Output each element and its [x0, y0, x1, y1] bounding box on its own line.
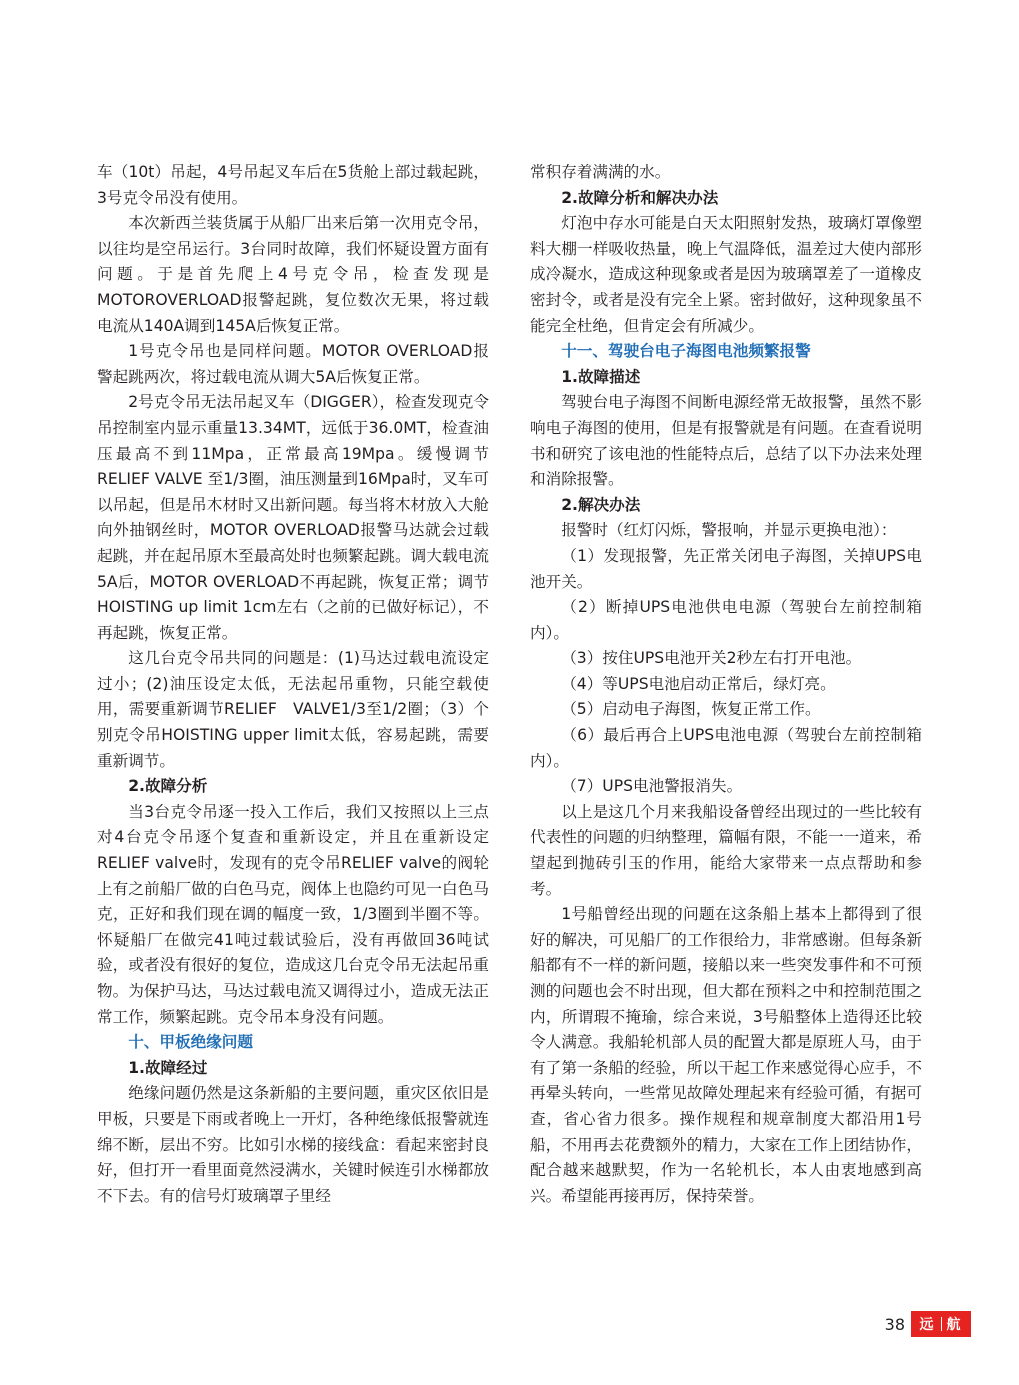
- paragraph: 1号克令吊也是同样问题。MOTOR OVERLOAD报警起跳两次，将过载电流从调大5A后恢复正常。: [97, 342, 489, 386]
- logo-char: 远: [919, 1317, 936, 1333]
- subheading-fault-description: 1.故障描述: [561, 367, 641, 386]
- subheading-solution: 2.解决办法: [561, 495, 641, 514]
- paragraph: 灯泡中存水可能是白天太阳照射发热，玻璃灯罩像塑料大棚一样吸收热量，晚上气温降低，温差过大使内部形成冷凝水，造成这种现象或者是因为玻璃罩差了一道橡皮密封令，或者是没有完全上紧。密封做好，这种现象虽不能完全杜绝，但肯定会有所减少。: [530, 214, 922, 335]
- paragraph: 2号克令吊无法吊起叉车（DIGGER），检查发现克令吊控制室内显示重量13.34MT，远低于36.0MT，检查油压最高不到11Mpa，正常最高19Mpa。缓慢调节RELIEF VALVE 至1/3圈，油压测量到16Mpa时，叉车可以吊起，但是吊木材时又出新问题。每当将木材放入大舱向外抽钢丝时，MOTOR OVERLOAD报警马达就会过载起跳，并在起吊原木至最高处时也频繁起跳。调大载电流5A后，MOTOR OVERLOAD不再起跳，恢复正常；调节HOISTING up limit 1cm左右（之前的已做好标记），不再起跳，恢复正常。: [97, 393, 489, 642]
- paragraph: 当3台克令吊逐一投入工作后，我们又按照以上三点对4台克令吊逐个复查和重新设定，并且在重新设定RELIEF valve时，发现有的克令吊RELIEF valve的阀轮上有之前船厂做的白色马克，阀体上也隐约可见一白色马克，正好和我们现在调的幅度一致，1/3圈到半圈不等。怀疑船厂在做完41吨过载试验后，没有再做回36吨试验，或者没有很好的复位，造成这几台克令吊无法起吊重物。为保护马达，马达过载电流又调得过小，造成无法正常工作，频繁起跳。克令吊本身没有问题。: [97, 802, 489, 1026]
- step-item: （2）断掉UPS电池供电电源（驾驶台左前控制箱内）。: [530, 598, 922, 642]
- magazine-logo: [911, 1311, 971, 1337]
- page-number: 38: [884, 1314, 905, 1334]
- subheading-fault-process: 1.故障经过: [128, 1058, 208, 1077]
- logo-divider: [941, 1317, 942, 1331]
- left-column: [97, 160, 489, 1209]
- paragraph: 常积存着满满的水。: [530, 163, 671, 181]
- right-column: [530, 160, 922, 1209]
- step-item: （6）最后再合上UPS电池电源（驾驶台左前控制箱内）。: [530, 726, 922, 770]
- step-item: （7）UPS电池警报消失。: [561, 777, 743, 796]
- paragraph: 报警时（红灯闪烁，警报响，并显示更换电池）：: [561, 521, 897, 540]
- subheading-analysis-solution: 2.故障分析和解决办法: [561, 188, 719, 207]
- paragraph: 这几台克令吊共同的问题是：(1)马达过载电流设定过小；(2)油压设定太低，无法起吊重物，只能空载使用，需要重新调节RELIEF VALVE1/3至1/2圈；（3）个别克令吊HOISTING upper limit太低，容易起跳，需要重新调节。: [97, 649, 489, 770]
- page-footer: [885, 1311, 971, 1337]
- section-heading-ecdis-battery: 十一、驾驶台电子海图电池频繁报警: [561, 342, 811, 361]
- step-item: （3）按住UPS电池开关2秒左右打开电池。: [561, 649, 862, 668]
- section-heading-deck-insulation: 十、甲板绝缘问题: [128, 1033, 253, 1052]
- paragraph: 驾驶台电子海图不间断电源经常无故报警，虽然不影响电子海图的使用，但是有报警就是有问题。在查看说明书和研究了该电池的性能特点后，总结了以下办法来处理和消除报警。: [530, 393, 922, 489]
- step-item: （1）发现报警，先正常关闭电子海图，关掉UPS电池开关。: [530, 546, 922, 591]
- step-item: （4）等UPS电池启动正常后，绿灯亮。: [561, 674, 836, 693]
- paragraph: 车（10t）吊起，4号吊起叉车后在5货舱上部过载起跳，3号克令吊没有使用。: [97, 163, 489, 207]
- paragraph: 绝缘问题仍然是这条新船的主要问题，重灾区依旧是甲板，只要是下雨或者晚上一开灯，各种绝缘低报警就连绵不断，层出不穷。比如引水梯的接线盒：看起来密封良好，但打开一看里面竟然浸满水，关键时候连引水梯都放不下去。有的信号灯玻璃罩子里经: [97, 1084, 489, 1205]
- paragraph: 1号船曾经出现的问题在这条船上基本上都得到了很好的解决，可见船厂的工作很给力，非常感谢。但每条新船都有不一样的新问题，接船以来一些突发事件和不可预测的问题也会不时出现，但大都在预料之中和控制范围之内，所谓瑕不掩瑜，综合来说，3号船整体上造得还比较令人满意。我船轮机部人员的配置大都是原班人马，由于有了第一条船的经验，所以干起工作来感觉得心应手，不再晕头转向，一些常见故障处理起来有经验可循，有据可查，省心省力很多。操作规程和规章制度大都沿用1号船，不用再去花费额外的精力，大家在工作上团结协作，配合越来越默契，作为一名轮机长，本人由衷地感到高兴。希望能再接再厉，保持荣誉。: [530, 905, 922, 1205]
- paragraph: 本次新西兰装货属于从船厂出来后第一次用克令吊，以往均是空吊运行。3台同时故障，我们怀疑设置方面有问题。于是首先爬上4号克令吊，检查发现是MOTOROVERLOAD报警起跳，复位数次无果，将过载电流从140A调到145A后恢复正常。: [97, 214, 489, 335]
- step-item: （5）启动电子海图，恢复正常工作。: [561, 700, 821, 719]
- subheading-fault-analysis: 2.故障分析: [128, 777, 208, 796]
- logo-char: 航: [946, 1317, 963, 1333]
- paragraph: 以上是这几个月来我船设备曾经出现过的一些比较有代表性的问题的归纳整理，篇幅有限，不能一一道来，希望起到抛砖引玉的作用，能给大家带来一点点帮助和参考。: [530, 802, 922, 898]
